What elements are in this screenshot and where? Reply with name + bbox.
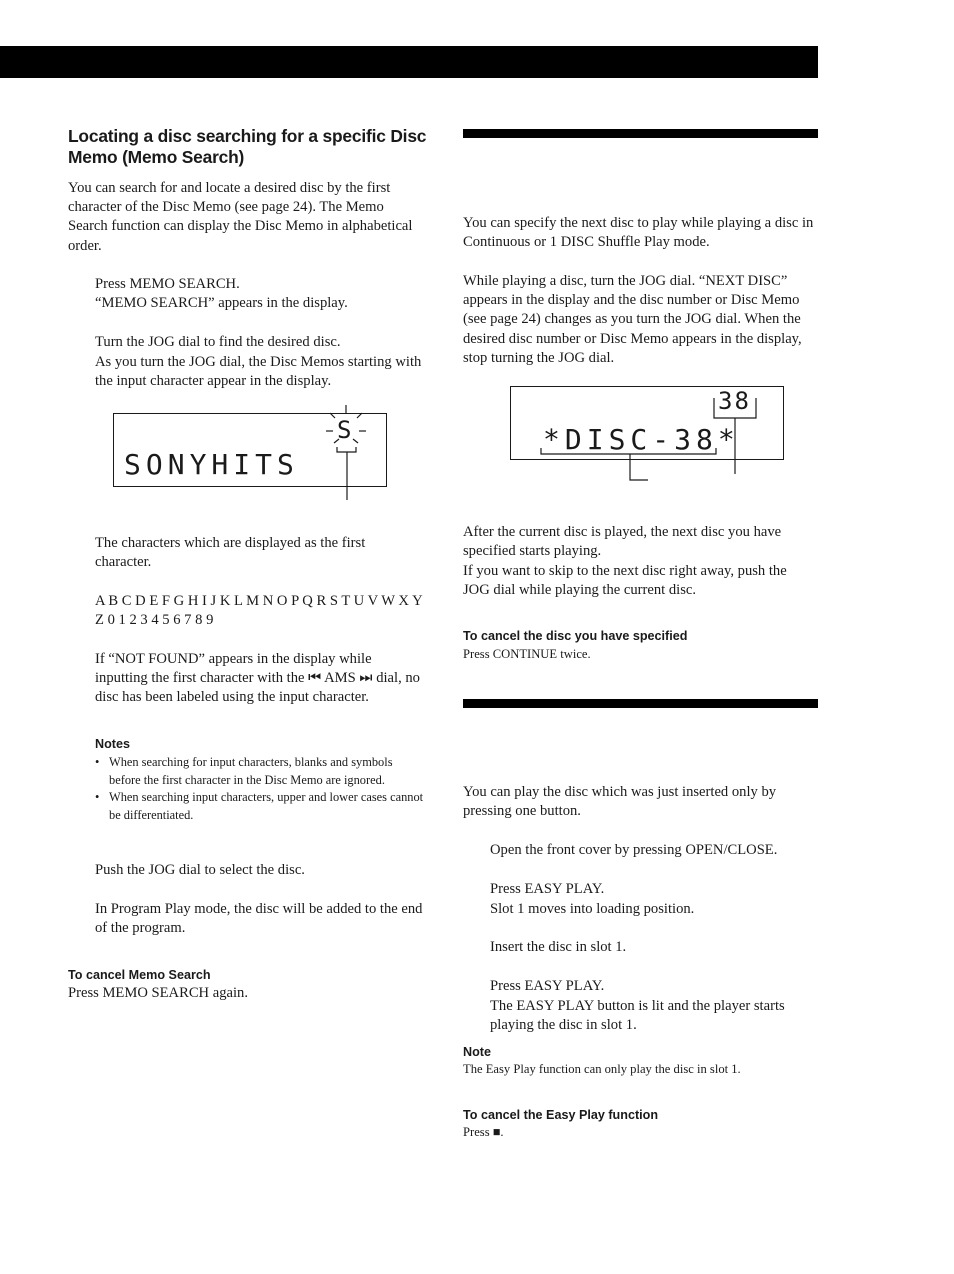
notes-title: Notes xyxy=(95,737,130,751)
header-bar xyxy=(0,46,818,78)
cancel-easy-play-text: Press ■. xyxy=(463,1125,504,1139)
cancel-next-disc-text: Press CONTINUE twice. xyxy=(463,647,591,661)
next-disc-intro: You can specify the next disc to play while playing a disc in Continuous or 1 DISC Shuffle Play mode. xyxy=(463,215,814,251)
cancel-next-disc-title: To cancel the disc you have specified xyxy=(463,629,688,643)
easy-step2-result: Slot 1 moves into loading position. xyxy=(490,901,695,917)
step1-result: “MEMO SEARCH” appears in the display. xyxy=(95,295,348,311)
next-disc-instruction: While playing a disc, turn the JOG dial. “NEXT DISC” appears in the display and the disc number or Disc Memo (see page 24) changes as you turn the JOG dial. When the desired disc number or Disc Memo appears in the display, stop turning the JOG dial. xyxy=(463,273,802,366)
easy-play-intro: You can play the disc which was just inserted only by pressing one button. xyxy=(463,784,777,820)
easy-step4-action: Press EASY PLAY. xyxy=(490,978,605,994)
not-found-note: If “NOT FOUND” appears in the display while inputting the first character with the ⏮ AMS ⏭ dial, no disc has been labeled using the input character. xyxy=(95,651,420,706)
memo-search-heading: Locating a disc searching for a specific Disc Memo (Memo Search) xyxy=(68,126,427,167)
cancel-memo-search-text: Press MEMO SEARCH again. xyxy=(68,985,248,1001)
section-rule-next-disc xyxy=(463,129,818,138)
display-disc-number: 38 xyxy=(718,387,751,415)
easy-step4-result: The EASY PLAY button is lit and the player starts playing the disc in slot 1. xyxy=(490,998,785,1034)
after-play-text: After the current disc is played, the next disc you have specified starts playing. xyxy=(463,524,782,560)
display-callout-lines-icon xyxy=(536,392,766,484)
easy-step2-action: Press EASY PLAY. xyxy=(490,881,605,897)
note-item: • When searching input characters, upper and lower cases cannot be differentiated. xyxy=(95,789,425,824)
display-input-character: S xyxy=(337,416,352,444)
cancel-memo-search-title: To cancel Memo Search xyxy=(68,968,211,982)
easy-step1: Open the front cover by pressing OPEN/CLOSE. xyxy=(490,842,778,858)
step1-action: Press MEMO SEARCH. xyxy=(95,276,240,292)
cancel-easy-play-title: To cancel the Easy Play function xyxy=(463,1108,659,1122)
step2-action: Turn the JOG dial to find the desired disc. xyxy=(95,334,341,350)
memo-search-intro: You can search for and locate a desired disc by the first character of the Disc Memo (see page 24). The Memo Search function can display the Disc Memo in alphabetical order. xyxy=(68,180,413,254)
chars-intro: The characters which are displayed as the first character. xyxy=(95,535,366,571)
display-disc-memo: SONYHITS xyxy=(124,448,299,481)
display-disc-name: *DISC-38* xyxy=(543,423,740,456)
step2-result: As you turn the JOG dial, the Disc Memos starting with the input character appear in the display. xyxy=(95,354,422,390)
notes-list xyxy=(95,754,425,824)
program-mode-note: In Program Play mode, the disc will be added to the end of the program. xyxy=(95,901,423,937)
easy-step3: Insert the disc in slot 1. xyxy=(490,939,627,955)
step3-action: Push the JOG dial to select the disc. xyxy=(95,862,305,878)
easy-note-text: The Easy Play function can only play the disc in slot 1. xyxy=(463,1062,741,1076)
note-item: • When searching for input characters, blanks and symbols before the first character in the Disc Memo are ignored. xyxy=(95,754,425,789)
skip-text: If you want to skip to the next disc right away, push the JOG dial while playing the current disc. xyxy=(463,563,787,599)
chars-list: A B C D E F G H I J K L M N O P Q R S T U V W X Y Z 0 1 2 3 4 5 6 7 8 9 xyxy=(95,593,423,629)
blink-indicator-icon xyxy=(320,405,380,503)
easy-note-title: Note xyxy=(463,1045,491,1059)
section-rule-easy-play xyxy=(463,699,818,708)
